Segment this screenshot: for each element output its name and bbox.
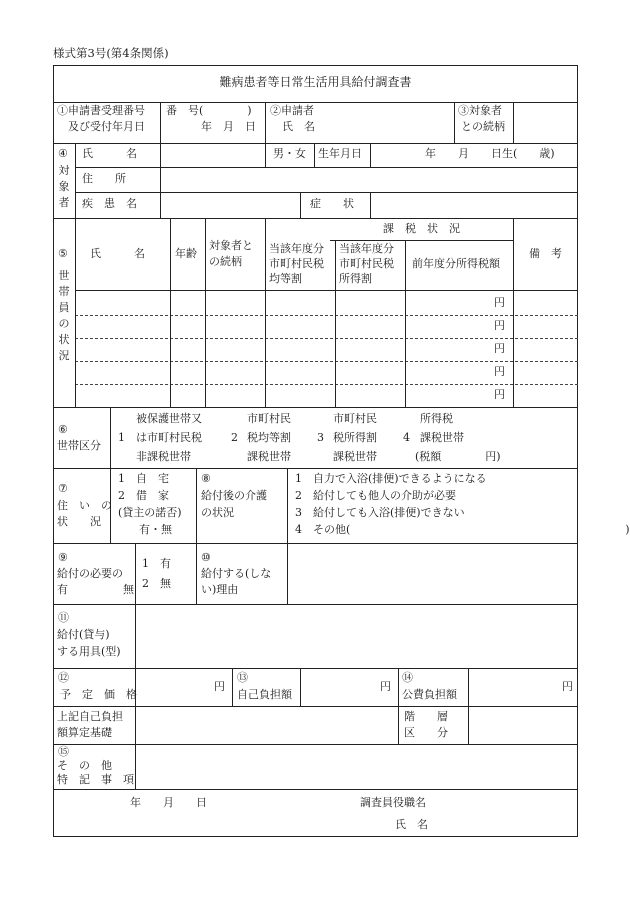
yen-unit: 円 bbox=[494, 319, 505, 332]
rule bbox=[454, 102, 455, 143]
category-opt4: 所得税 bbox=[420, 412, 453, 425]
rule bbox=[196, 543, 197, 604]
equipment-num: ⑪ bbox=[58, 611, 69, 624]
rule bbox=[335, 240, 336, 407]
necessity-opt-no[interactable]: 2 無 bbox=[142, 577, 171, 590]
necessity-opt-yes[interactable]: 1 有 bbox=[142, 557, 171, 570]
rule bbox=[196, 468, 197, 543]
household-num: ⑤ bbox=[58, 247, 68, 260]
tax-col-per-capita-3: 均等割 bbox=[269, 272, 302, 285]
rule bbox=[75, 290, 578, 291]
rule bbox=[287, 468, 288, 543]
necessity-label-2: 有 無 bbox=[57, 583, 134, 596]
reason-field[interactable] bbox=[288, 544, 576, 603]
rule bbox=[330, 240, 513, 241]
care-option[interactable]: 1 自力で入浴(排便)できるようになる bbox=[295, 472, 487, 485]
price-unit: 円 bbox=[214, 680, 225, 693]
equipment-label: 給付(貸与) bbox=[57, 628, 110, 641]
rule bbox=[265, 218, 266, 407]
public-burden-label: 公費負担額 bbox=[402, 688, 457, 701]
dashed-rule bbox=[75, 315, 578, 316]
rule bbox=[398, 668, 399, 706]
care-option[interactable]: 2 給付しても他人の介助が必要 bbox=[295, 489, 456, 502]
rule bbox=[205, 218, 206, 407]
disease-label: 疾 患 名 bbox=[82, 197, 137, 210]
yen-unit: 円 bbox=[494, 388, 505, 401]
rule bbox=[53, 102, 578, 103]
tax-col-income: 当該年度分 bbox=[339, 242, 394, 255]
symptom-label: 症 状 bbox=[310, 197, 354, 210]
target-name-field[interactable] bbox=[161, 144, 264, 166]
other-label-2: 特 記 事 項 bbox=[57, 773, 134, 786]
household-col-name: 氏 名 bbox=[90, 247, 145, 260]
tax-col-income-2: 市町村民税 bbox=[339, 257, 394, 270]
household-col-remarks: 備 考 bbox=[529, 247, 562, 260]
receipt-date[interactable]: 年 月 日 bbox=[201, 120, 256, 133]
price-field[interactable] bbox=[136, 669, 211, 705]
form-title: 難病患者等日常生活用具給付調査書 bbox=[219, 75, 412, 89]
rule bbox=[314, 143, 315, 167]
other-num: ⑮ bbox=[58, 745, 69, 758]
category-opt2: 市町村民 bbox=[247, 412, 291, 425]
address-field[interactable] bbox=[161, 168, 576, 191]
rule bbox=[513, 218, 514, 407]
rule bbox=[300, 192, 301, 218]
form-reference: 様式第3号(第4条関係) bbox=[53, 46, 169, 60]
address-label: 住 所 bbox=[82, 172, 126, 185]
rule bbox=[370, 143, 371, 167]
category-opt3: 税所得割 bbox=[333, 431, 377, 444]
rule bbox=[110, 407, 111, 468]
category-label: 世帯区分 bbox=[57, 439, 101, 452]
equipment-field[interactable] bbox=[136, 605, 576, 667]
investigator-title-label: 調査員役職名 bbox=[360, 796, 426, 809]
category-num: ⑥ bbox=[58, 423, 68, 436]
basis-label: 上記自己負担 bbox=[57, 710, 123, 723]
sex-choice[interactable]: 男・女 bbox=[273, 147, 306, 160]
applicant-name-field[interactable] bbox=[330, 103, 452, 141]
category-opt4-num[interactable]: 4 bbox=[403, 431, 410, 444]
housing-label: 住 い の bbox=[57, 499, 112, 512]
category-opt4: 課税世帯 bbox=[420, 431, 464, 444]
birth-label: 生年月日 bbox=[318, 147, 362, 160]
self-burden-num: ⑬ bbox=[237, 671, 248, 684]
relation-field[interactable] bbox=[514, 103, 576, 141]
housing-opt-rent[interactable]: 2 借 家 bbox=[118, 489, 169, 502]
category-opt1: 非課税世帯 bbox=[136, 450, 191, 463]
income-tax-amount-field[interactable]: (税額 円) bbox=[415, 450, 501, 463]
category-opt2-num[interactable]: 2 bbox=[231, 431, 238, 444]
target-side-label: 対象者 bbox=[58, 164, 70, 209]
dashed-rule bbox=[75, 384, 578, 385]
price-num: ⑫ bbox=[58, 671, 69, 684]
yen-unit: 円 bbox=[494, 342, 505, 355]
applicant-label: ②申請者 bbox=[270, 104, 314, 117]
care-option[interactable]: 3 給付しても入浴(排便)できない bbox=[295, 506, 465, 519]
relation-label: ③対象者 bbox=[458, 104, 502, 117]
class-label: 階 層 bbox=[404, 710, 448, 723]
category-opt2: 税均等割 bbox=[247, 431, 291, 444]
other-notes-field[interactable] bbox=[136, 745, 576, 788]
other-label: そ の 他 bbox=[57, 759, 112, 772]
disease-field[interactable] bbox=[161, 193, 299, 217]
category-opt3: 市町村民 bbox=[333, 412, 377, 425]
symptom-field[interactable] bbox=[371, 193, 576, 217]
category-opt3: 課税世帯 bbox=[333, 450, 377, 463]
receipt-label-2: 及び受付年月日 bbox=[68, 120, 145, 133]
public-burden-num: ⑭ bbox=[402, 671, 413, 684]
rule bbox=[398, 706, 399, 744]
dashed-rule bbox=[75, 338, 578, 339]
tax-status-header: 課 税 状 況 bbox=[383, 222, 460, 235]
reason-num: ⑩ bbox=[201, 551, 211, 564]
self-burden-field[interactable] bbox=[301, 669, 377, 705]
category-opt1: は市町村民税 bbox=[136, 431, 202, 444]
category-opt3-num[interactable]: 3 bbox=[317, 431, 324, 444]
rule bbox=[265, 102, 266, 143]
tax-col-per-capita-2: 市町村民税 bbox=[269, 257, 324, 270]
reason-label: 給付する(しな bbox=[201, 567, 272, 580]
rule bbox=[53, 789, 578, 790]
housing-opt-own[interactable]: 1 自 宅 bbox=[118, 472, 169, 485]
necessity-label: 給付の必要の bbox=[57, 567, 123, 580]
rule bbox=[265, 143, 266, 167]
household-side-label: 世帯員の状況 bbox=[58, 269, 70, 362]
rule bbox=[160, 102, 161, 143]
care-option-other[interactable]: 4 その他( ) bbox=[295, 523, 630, 536]
tax-col-per-capita: 当該年度分 bbox=[269, 242, 324, 255]
footer-date[interactable]: 年 月 日 bbox=[130, 796, 207, 809]
household-col-age: 年齢 bbox=[175, 247, 197, 260]
yen-unit: 円 bbox=[494, 365, 505, 378]
care-label: 給付後の介護 bbox=[201, 489, 267, 502]
rule bbox=[170, 218, 171, 407]
rule bbox=[53, 407, 578, 408]
necessity-num: ⑨ bbox=[58, 551, 68, 564]
target-num: ④ bbox=[58, 147, 68, 160]
category-opt1: 被保護世帯又 bbox=[136, 412, 202, 425]
household-col-relation-2: の続柄 bbox=[209, 255, 242, 268]
receipt-label: ①申請書受理番号 bbox=[57, 104, 145, 117]
class-field[interactable] bbox=[469, 707, 576, 743]
household-col-relation: 対象者と bbox=[209, 239, 253, 252]
care-label-2: の状況 bbox=[201, 506, 234, 519]
rule bbox=[53, 468, 578, 469]
public-burden-unit: 円 bbox=[562, 680, 573, 693]
class-label-2: 区 分 bbox=[404, 726, 448, 739]
tax-col-income-3: 所得割 bbox=[339, 272, 372, 285]
relation-label-2: との続柄 bbox=[461, 120, 505, 133]
landlord-consent-choice[interactable]: 有・無 bbox=[139, 523, 172, 536]
rule bbox=[75, 143, 76, 407]
housing-label-2: 状 況 bbox=[57, 515, 101, 528]
tax-col-prev-income-tax: 前年度分所得税額 bbox=[412, 257, 500, 270]
dashed-rule bbox=[75, 361, 578, 362]
landlord-consent-label: (貸主の諾否) bbox=[118, 506, 182, 519]
basis-field[interactable] bbox=[136, 707, 397, 743]
receipt-number[interactable]: 番 号( ) bbox=[166, 104, 252, 117]
rule bbox=[135, 543, 136, 604]
birth-date-field[interactable]: 年 月 日生( 歳) bbox=[425, 147, 555, 160]
reason-label-2: い)理由 bbox=[201, 583, 239, 596]
care-num: ⑧ bbox=[201, 472, 211, 485]
basis-label-2: 額算定基礎 bbox=[57, 726, 112, 739]
price-label: 予 定 価 格 bbox=[60, 688, 137, 701]
rule bbox=[53, 218, 578, 219]
rule bbox=[53, 143, 578, 144]
target-name-label: 氏 名 bbox=[82, 147, 137, 160]
self-burden-unit: 円 bbox=[380, 680, 391, 693]
investigator-name-label: 氏 名 bbox=[395, 818, 428, 831]
yen-unit: 円 bbox=[494, 296, 505, 309]
category-opt1-num[interactable]: 1 bbox=[118, 431, 125, 444]
self-burden-label: 自己負担額 bbox=[237, 688, 292, 701]
applicant-name-label: 氏 名 bbox=[282, 120, 315, 133]
category-opt2: 課税世帯 bbox=[247, 450, 291, 463]
public-burden-field[interactable] bbox=[469, 669, 559, 705]
housing-num: ⑦ bbox=[58, 482, 68, 495]
rule bbox=[232, 668, 233, 706]
equipment-label-2: する用具(型) bbox=[57, 645, 121, 658]
rule bbox=[405, 240, 406, 407]
